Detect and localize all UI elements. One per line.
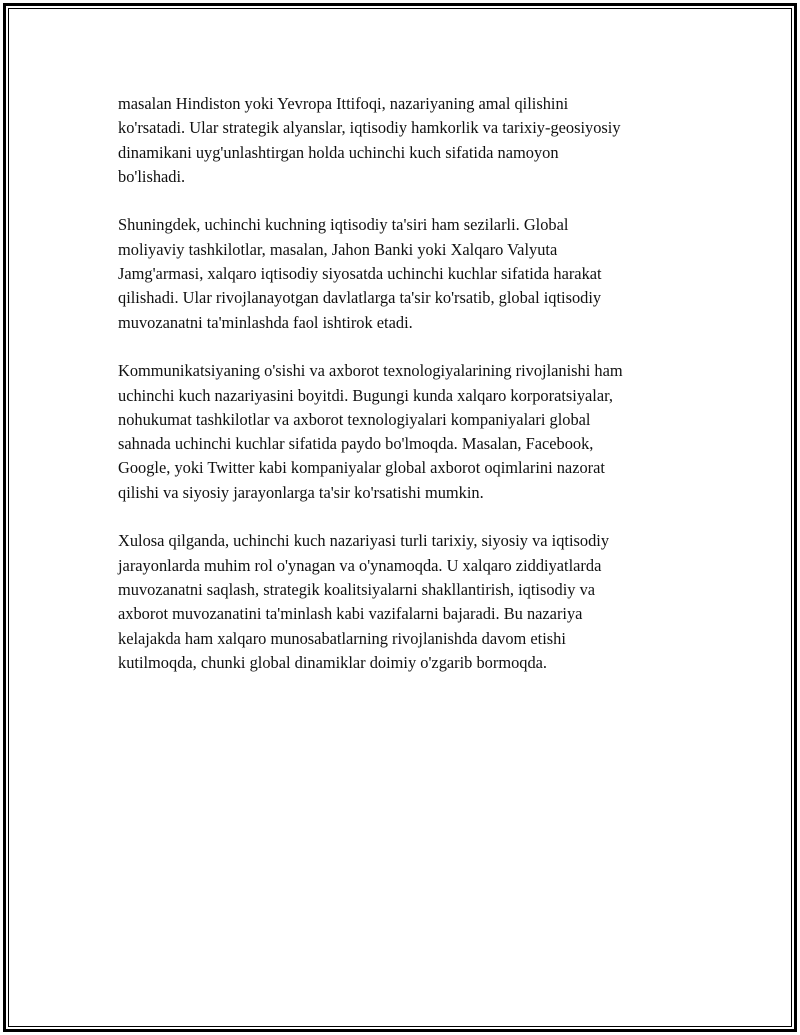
paragraph-3 xyxy=(118,359,688,505)
text-line: nohukumat tashkilotlar va axborot texnologiyalari kompaniyalari global xyxy=(118,409,591,429)
text-line: moliyaviy tashkilotlar, masalan, Jahon Banki yoki Xalqaro Valyuta xyxy=(118,239,558,259)
text-line: Xulosa qilganda, uchinchi kuch nazariyasi turli tarixiy, siyosiy va iqtisodiy xyxy=(118,531,610,551)
text-line: Google, yoki Twitter kabi kompaniyalar global axborot oqimlarini nazorat xyxy=(118,458,605,478)
document-body xyxy=(118,92,688,699)
text-line: jarayonlarda muhim rol o'ynagan va o'ynamoqda. U xalqaro ziddiyatlarda xyxy=(118,555,602,575)
text-line: Jamg'armasi, xalqaro iqtisodiy siyosatda uchinchi kuchlar sifatida harakat xyxy=(118,264,602,284)
text-line: dinamikani uyg'unlashtirgan holda uchinchi kuch sifatida namoyon xyxy=(118,142,559,162)
text-line: qilishi va siyosiy jarayonlarga ta'sir ko'rsatishi mumkin. xyxy=(118,482,484,502)
text-line: qilishadi. Ular rivojlanayotgan davlatlarga ta'sir ko'rsatib, global iqtisodiy xyxy=(118,288,602,308)
paragraph-1 xyxy=(118,92,688,189)
paragraph-2 xyxy=(118,213,688,334)
text-line: muvozanatni saqlash, strategik koalitsiyalarni shakllantirish, iqtisodiy va xyxy=(118,579,596,599)
text-line: kutilmoqda, chunki global dinamiklar doimiy o'zgarib bormoqda. xyxy=(118,652,548,672)
text-line: sahnada uchinchi kuchlar sifatida paydo bo'lmoqda. Masalan, Facebook, xyxy=(118,434,594,454)
text-line: masalan Hindiston yoki Yevropa Ittifoqi, nazariyaning amal qilishini xyxy=(118,94,569,113)
text-line: axborot muvozanatini ta'minlash kabi vazifalarni bajaradi. Bu nazariya xyxy=(118,604,583,624)
text-line: bo'lishadi. xyxy=(118,166,186,186)
text-line: kelajakda ham xalqaro munosabatlarning rivojlanishda davom etishi xyxy=(118,628,566,648)
text-line: muvozanatni ta'minlashda faol ishtirok etadi. xyxy=(118,312,413,332)
text-line: Kommunikatsiyaning o'sishi va axborot texnologiyalarining rivojlanishi ham xyxy=(118,361,623,381)
text-line: ko'rsatadi. Ular strategik alyanslar, iqtisodiy hamkorlik va tarixiy-geosiyosiy xyxy=(118,118,621,138)
text-line: Shuningdek, uchinchi kuchning iqtisodiy ta'siri ham sezilarli. Global xyxy=(118,215,569,235)
text-line: uchinchi kuch nazariyasini boyitdi. Bugungi kunda xalqaro korporatsiyalar, xyxy=(118,385,614,405)
paragraph-4 xyxy=(118,529,688,675)
